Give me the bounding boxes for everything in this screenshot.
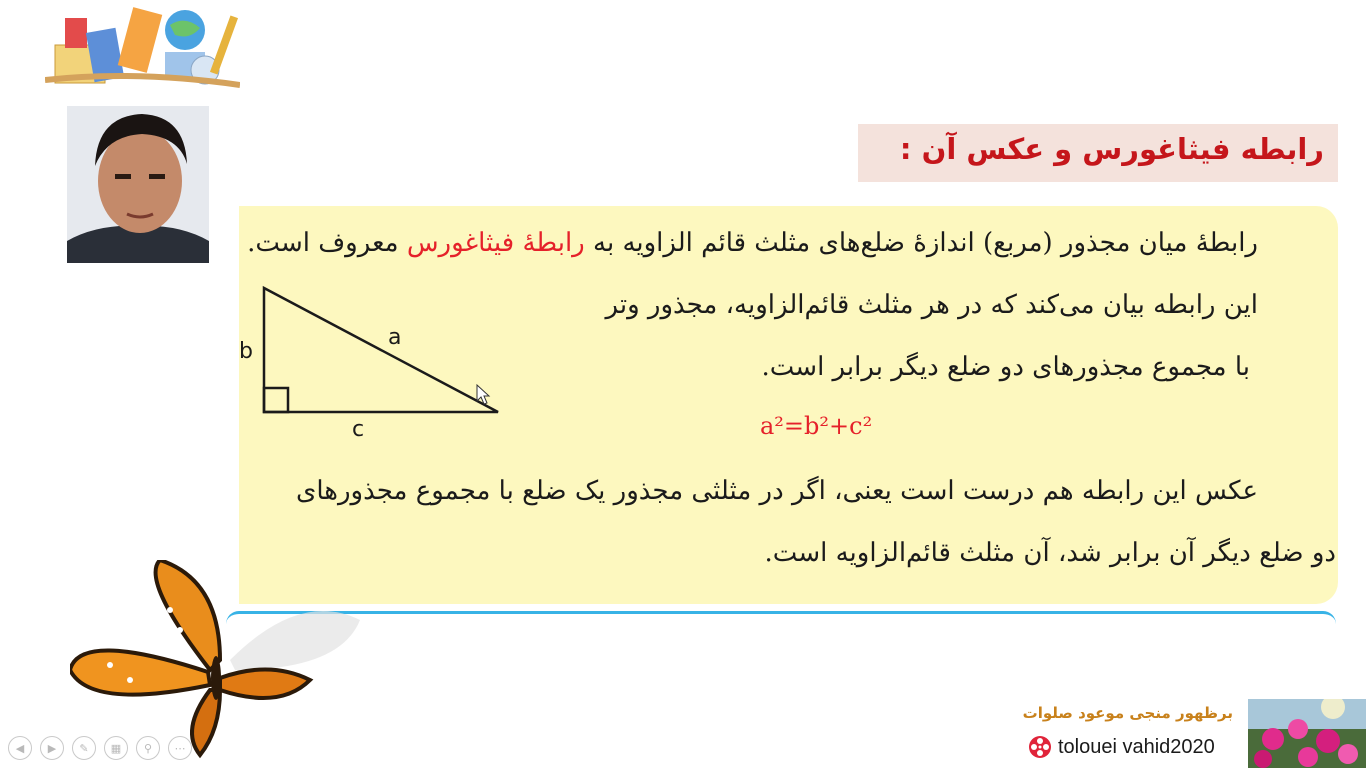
butterfly-decoration bbox=[70, 560, 370, 760]
lesson-line-3: با مجموع مجذورهای دو ضلع دیگر برابر است. bbox=[761, 352, 1250, 382]
lesson-line-2: این رابطه بیان می‌کند که در هر مثلث قائم‌الزاویه، مجذور وتر bbox=[605, 290, 1258, 320]
slide-title-bar bbox=[858, 124, 1338, 182]
lesson-line-4: عکس این رابطه هم درست است یعنی، اگر در مثلثی مجذور یک ضلع با مجموع مجذورهای bbox=[296, 476, 1258, 506]
zoom-icon[interactable]: ⚲ bbox=[136, 736, 160, 760]
school-supplies-clipart bbox=[45, 0, 240, 95]
pen-icon[interactable]: ✎ bbox=[72, 736, 96, 760]
previous-slide-icon[interactable]: ◀ bbox=[8, 736, 32, 760]
right-angle-marker bbox=[264, 388, 288, 412]
right-triangle-diagram bbox=[230, 280, 510, 440]
lesson-line-1-pre: رابطهٔ میان مجذور (مربع) اندازهٔ ضلع‌های مثلث قائم الزاویه به bbox=[584, 228, 1258, 258]
channel-handle: tolouei vahid2020 bbox=[1058, 735, 1215, 758]
flower-image bbox=[1248, 699, 1366, 768]
footer-channel bbox=[1028, 735, 1215, 759]
side-label-a: a bbox=[388, 325, 402, 350]
slideshow-navigation bbox=[8, 736, 192, 762]
slides-grid-icon[interactable]: ▦ bbox=[104, 736, 128, 760]
lesson-line-1-post: معروف است. bbox=[247, 228, 407, 258]
lesson-line-1 bbox=[247, 228, 1258, 258]
film-reel-icon bbox=[1028, 735, 1052, 759]
side-label-b: b bbox=[239, 339, 253, 364]
card-bottom-divider bbox=[226, 611, 1336, 624]
more-options-icon[interactable]: ⋯ bbox=[168, 736, 192, 760]
footer-slogan: برظهور منجی موعود صلوات bbox=[1022, 704, 1233, 722]
pythagoras-highlight: رابطهٔ فیثاغورس bbox=[406, 228, 585, 258]
presenter-photo bbox=[67, 106, 209, 263]
triangle-outline bbox=[264, 288, 498, 412]
side-label-c: c bbox=[352, 417, 365, 440]
slide-title: رابطه فیثاغورس و عکس آن : bbox=[899, 132, 1324, 166]
lesson-line-5: دو ضلع دیگر آن برابر شد، آن مثلث قائم‌الزاویه است. bbox=[764, 538, 1336, 568]
next-slide-icon[interactable]: ▶ bbox=[40, 736, 64, 760]
pythagoras-formula: a²=b²+c² bbox=[760, 412, 873, 440]
